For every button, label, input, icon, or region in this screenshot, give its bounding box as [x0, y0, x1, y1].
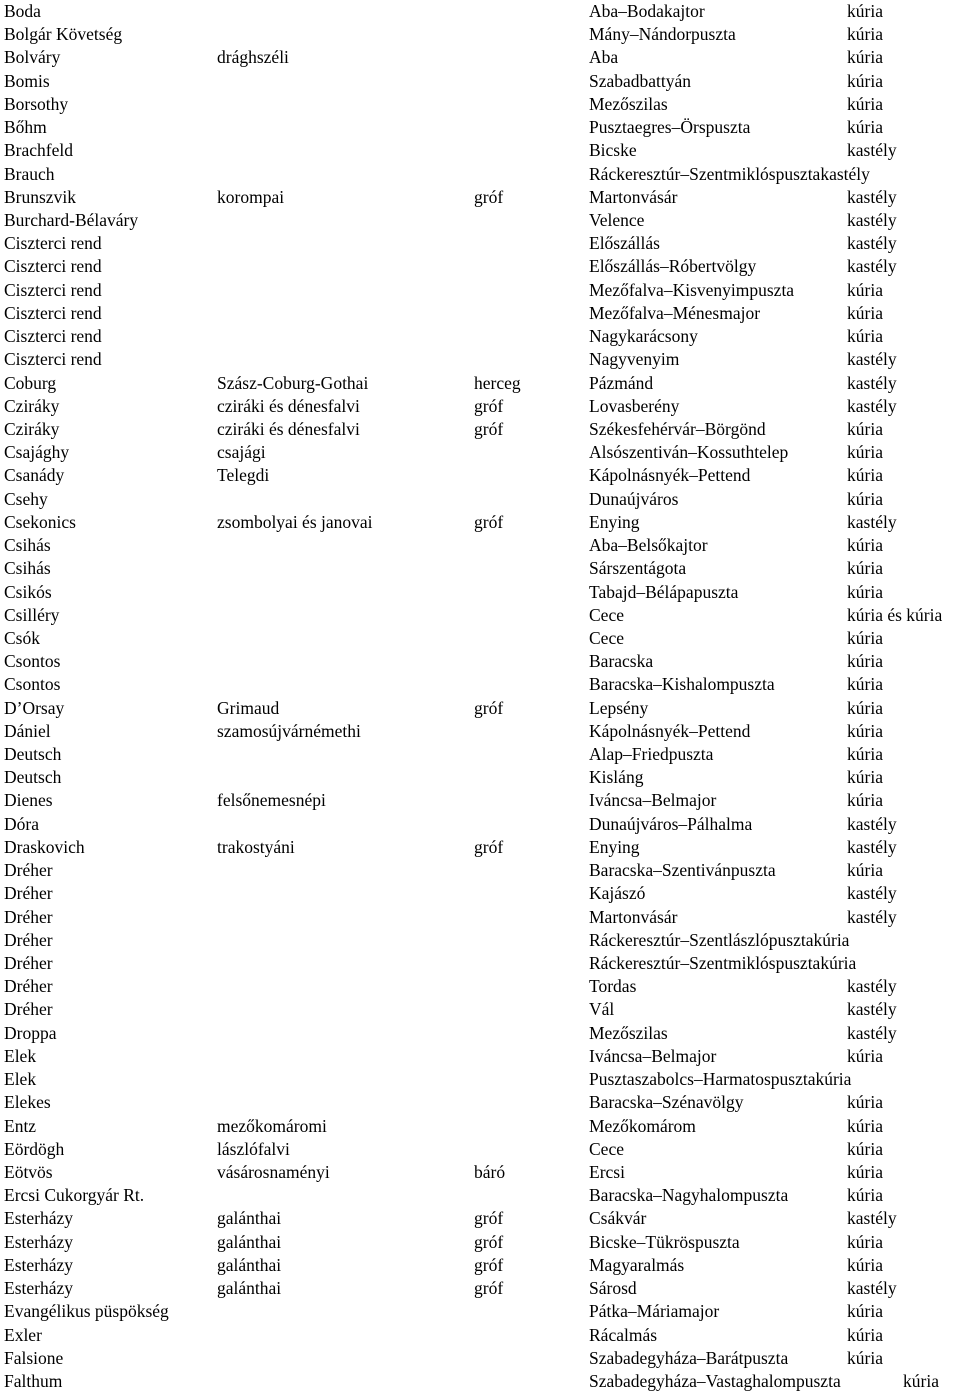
noble-title-cell: gróf — [474, 418, 504, 439]
place-cell: Kajászó — [589, 883, 646, 904]
table-row — [0, 139, 960, 162]
noble-title-cell: gróf — [474, 395, 504, 416]
noble-title-cell: gróf — [474, 511, 504, 532]
place-cell: Tordas — [589, 976, 637, 997]
place-cell: Kisláng — [589, 767, 644, 788]
building-type-cell: kastély — [847, 256, 897, 277]
place-cell: Bicske — [589, 140, 637, 161]
place-cell: Mezőfalva–Kisvenyimpuszta — [589, 279, 795, 300]
building-type-cell: kúria — [847, 418, 883, 439]
table-row — [0, 209, 960, 232]
family-name-cell: Dréher — [4, 976, 53, 997]
table-row — [0, 1370, 960, 1393]
building-type-cell: kúria — [847, 1092, 883, 1113]
building-type-cell: kúria — [847, 1, 883, 21]
building-type-cell: kúria — [847, 674, 883, 695]
place-cell: Pusztaszabolcs–Harmatospusztakúria — [589, 1069, 852, 1090]
place-cell: Martonvásár — [589, 186, 678, 207]
family-name-cell: Csajághy — [4, 442, 70, 463]
building-type-cell: kastély — [847, 836, 897, 857]
predicate-cell: vásárosnaményi — [217, 1162, 330, 1183]
place-cell: Ráckeresztúr–Szentmiklóspusztakúria — [589, 953, 857, 974]
building-type-cell: kastély — [847, 999, 897, 1020]
family-name-cell: Ciszterci rend — [4, 349, 102, 370]
family-name-cell: Borsothy — [4, 93, 69, 114]
building-type-cell: kastély — [847, 140, 897, 161]
family-name-cell: Droppa — [4, 1022, 57, 1043]
family-name-cell: Dóra — [4, 813, 39, 834]
place-cell: Dunaújváros–Pálhalma — [589, 813, 753, 834]
predicate-cell: felsőnemesnépi — [217, 790, 326, 811]
building-type-cell: kúria — [847, 70, 883, 91]
place-cell: Baracska–Nagyhalompuszta — [589, 1185, 789, 1206]
table-row — [0, 1277, 960, 1300]
table-row — [0, 743, 960, 766]
building-type-cell: kúria — [847, 697, 883, 718]
building-type-cell: kúria — [847, 24, 883, 45]
family-name-cell: Ciszterci rend — [4, 302, 102, 323]
table-row — [0, 418, 960, 441]
predicate-cell: csajági — [217, 442, 266, 463]
building-type-cell: kúria — [903, 1371, 939, 1391]
building-type-cell: kúria — [847, 1301, 883, 1322]
place-cell: Baracska — [589, 651, 654, 672]
place-cell: Előszállás–Róbertvölgy — [589, 256, 757, 277]
noble-title-cell: gróf — [474, 186, 504, 207]
building-type-cell: kastély — [847, 1022, 897, 1043]
table-row — [0, 975, 960, 998]
family-name-cell: Dréher — [4, 953, 53, 974]
family-name-cell: Bolgár Követség — [4, 24, 123, 45]
predicate-cell: zsombolyai és janovai — [217, 511, 373, 532]
table-row — [0, 1300, 960, 1323]
family-name-cell: Ciszterci rend — [4, 326, 102, 347]
table-row — [0, 1115, 960, 1138]
table-row — [0, 952, 960, 975]
table-row — [0, 23, 960, 46]
place-cell: Mezőszilas — [589, 1022, 668, 1043]
family-name-cell: Esterházy — [4, 1231, 73, 1252]
place-cell: Alsószentiván–Kossuthtelep — [589, 442, 789, 463]
family-name-cell: Brunszvik — [4, 186, 76, 207]
place-cell: Mány–Nándorpuszta — [589, 24, 736, 45]
table-row — [0, 232, 960, 255]
predicate-cell: lászlófalvi — [217, 1138, 290, 1159]
table-row — [0, 650, 960, 673]
family-name-cell: Esterházy — [4, 1278, 73, 1299]
family-name-cell: Ciszterci rend — [4, 279, 102, 300]
building-type-cell: kúria — [847, 1162, 883, 1183]
building-type-cell: kúria — [847, 279, 883, 300]
place-cell: Velence — [589, 209, 645, 230]
noble-title-cell: gróf — [474, 1231, 504, 1252]
table-row — [0, 1254, 960, 1277]
table-row — [0, 1138, 960, 1161]
table-row — [0, 511, 960, 534]
place-cell: Mezőkomárom — [589, 1115, 696, 1136]
table-row — [0, 1161, 960, 1184]
predicate-cell: szamosújvárnémethi — [217, 720, 361, 741]
place-cell: Enying — [589, 511, 640, 532]
place-cell: Kápolnásnyék–Pettend — [589, 720, 751, 741]
building-type-cell: kúria — [847, 581, 883, 602]
family-name-cell: Deutsch — [4, 744, 62, 765]
family-name-cell: Cziráky — [4, 418, 60, 439]
family-name-cell: Csehy — [4, 488, 48, 509]
family-name-cell: Deutsch — [4, 767, 62, 788]
predicate-cell: Grimaud — [217, 697, 280, 718]
family-name-cell: Dienes — [4, 790, 53, 811]
place-cell: Vál — [589, 999, 615, 1020]
family-name-cell: Csikós — [4, 581, 52, 602]
building-type-cell: kúria — [847, 1231, 883, 1252]
place-cell: Pusztaegres–Örspuszta — [589, 117, 751, 138]
table-row — [0, 557, 960, 580]
place-cell: Kápolnásnyék–Pettend — [589, 465, 751, 486]
place-cell: Sárosd — [589, 1278, 637, 1299]
place-cell: Sárszentágota — [589, 558, 687, 579]
building-type-cell: kúria — [847, 860, 883, 881]
building-type-cell: kúria — [847, 117, 883, 138]
family-name-cell: Falthum — [4, 1371, 63, 1391]
place-cell: Baracska–Kishalompuszta — [589, 674, 775, 695]
building-type-cell: kúria — [847, 744, 883, 765]
table-row — [0, 0, 960, 23]
family-name-cell: Elekes — [4, 1092, 51, 1113]
place-cell: Cece — [589, 604, 624, 625]
place-cell: Nagykarácsony — [589, 326, 698, 347]
family-name-cell: Burchard-Bélaváry — [4, 209, 139, 230]
predicate-cell: cziráki és dénesfalvi — [217, 395, 360, 416]
building-type-cell: kúria — [847, 302, 883, 323]
family-name-cell: Csilléry — [4, 604, 60, 625]
noble-title-cell: herceg — [474, 372, 521, 393]
noble-title-cell: gróf — [474, 1254, 504, 1275]
place-cell: Szabadegyháza–Vastaghalompuszta — [589, 1371, 841, 1391]
table-row — [0, 766, 960, 789]
table-row — [0, 998, 960, 1021]
family-name-cell: Elek — [4, 1045, 37, 1066]
building-type-cell: kúria — [847, 651, 883, 672]
family-name-cell: Coburg — [4, 372, 57, 393]
predicate-cell: galánthai — [217, 1208, 282, 1229]
family-name-cell: Csihás — [4, 535, 51, 556]
family-name-cell: Elek — [4, 1069, 37, 1090]
predicate-cell: cziráki és dénesfalvi — [217, 418, 360, 439]
place-cell: Ercsi — [589, 1162, 625, 1183]
family-name-cell: Cziráky — [4, 395, 60, 416]
predicate-cell: trakostyáni — [217, 836, 295, 857]
family-name-cell: Csontos — [4, 651, 61, 672]
predicate-cell: mezőkomáromi — [217, 1115, 327, 1136]
table-row — [0, 836, 960, 859]
family-name-cell: Bolváry — [4, 47, 61, 68]
place-cell: Aba–Bodakajtor — [589, 1, 705, 21]
place-cell: Rácalmás — [589, 1324, 658, 1345]
building-type-cell: kastély — [847, 511, 897, 532]
predicate-cell: galánthai — [217, 1231, 282, 1252]
building-type-cell: kúria — [847, 93, 883, 114]
noble-title-cell: gróf — [474, 836, 504, 857]
place-cell: Cece — [589, 627, 624, 648]
table-row — [0, 789, 960, 812]
table-row — [0, 116, 960, 139]
place-cell: Aba–Belsőkajtor — [589, 535, 708, 556]
building-type-cell: kastély — [847, 186, 897, 207]
table-row — [0, 46, 960, 69]
table-row — [0, 302, 960, 325]
table-row — [0, 720, 960, 743]
building-type-cell: kastély — [847, 883, 897, 904]
family-name-cell: Eördögh — [4, 1138, 65, 1159]
family-name-cell: Evangélikus püspökség — [4, 1301, 169, 1322]
place-cell: Lepsény — [589, 697, 649, 718]
building-type-cell: kastély — [847, 233, 897, 254]
family-name-cell: Eötvös — [4, 1162, 53, 1183]
place-cell: Enying — [589, 836, 640, 857]
building-type-cell: kúria — [847, 790, 883, 811]
place-cell: Iváncsa–Belmajor — [589, 1045, 717, 1066]
table-row — [0, 464, 960, 487]
family-name-cell: Brachfeld — [4, 140, 73, 161]
table-row — [0, 1231, 960, 1254]
building-type-cell: kastély — [847, 906, 897, 927]
family-name-cell: Csihás — [4, 558, 51, 579]
place-cell: Szabadbattyán — [589, 70, 692, 91]
table-row — [0, 673, 960, 696]
table-row — [0, 1022, 960, 1045]
table-row — [0, 859, 960, 882]
building-type-cell: kúria — [847, 488, 883, 509]
table-row — [0, 929, 960, 952]
building-type-cell: kúria — [847, 47, 883, 68]
table-row — [0, 627, 960, 650]
family-name-cell: Csontos — [4, 674, 61, 695]
place-cell: Mezőfalva–Ménesmajor — [589, 302, 761, 323]
place-cell: Nagyvenyim — [589, 349, 680, 370]
building-type-cell: kastély — [847, 372, 897, 393]
table-row — [0, 372, 960, 395]
place-cell: Pátka–Máriamajor — [589, 1301, 720, 1322]
table-row — [0, 1068, 960, 1091]
family-name-cell: Brauch — [4, 163, 55, 184]
place-cell: Magyaralmás — [589, 1254, 685, 1275]
table-row — [0, 186, 960, 209]
place-cell: Baracska–Szénavölgy — [589, 1092, 744, 1113]
building-type-cell: kastély — [847, 813, 897, 834]
place-cell: Ráckeresztúr–Szentlászlópusztakúria — [589, 929, 850, 950]
predicate-cell: drághszéli — [217, 47, 289, 68]
table-row — [0, 1207, 960, 1230]
family-name-cell: Falsione — [4, 1347, 64, 1368]
table-row — [0, 488, 960, 511]
family-name-cell: Entz — [4, 1115, 37, 1136]
building-type-cell: kúria — [847, 1045, 883, 1066]
place-cell: Baracska–Szentivánpuszta — [589, 860, 776, 881]
building-type-cell: kúria — [847, 720, 883, 741]
place-cell: Előszállás — [589, 233, 660, 254]
table-row — [0, 1324, 960, 1347]
place-cell: Szabadegyháza–Barátpuszta — [589, 1347, 789, 1368]
predicate-cell: Szász-Coburg-Gothai — [217, 372, 369, 393]
table-row — [0, 279, 960, 302]
table-row — [0, 581, 960, 604]
table-row — [0, 1045, 960, 1068]
building-type-cell: kúria — [847, 535, 883, 556]
family-name-cell: Csanády — [4, 465, 65, 486]
family-name-cell: Dréher — [4, 860, 53, 881]
predicate-cell: Telegdi — [217, 465, 270, 486]
family-name-cell: Draskovich — [4, 836, 85, 857]
family-name-cell: Ercsi Cukorgyár Rt. — [4, 1185, 145, 1206]
building-type-cell: kúria — [847, 767, 883, 788]
place-cell: Ráckeresztúr–Szentmiklóspusztakastély — [589, 163, 870, 184]
family-name-cell: Ciszterci rend — [4, 256, 102, 277]
family-name-cell: Ciszterci rend — [4, 233, 102, 254]
family-name-cell: Csekonics — [4, 511, 76, 532]
family-name-cell: Dréher — [4, 883, 53, 904]
family-name-cell: Bomis — [4, 70, 50, 91]
table-row — [0, 534, 960, 557]
family-name-cell: Dréher — [4, 929, 53, 950]
table-row — [0, 255, 960, 278]
family-name-cell: Bőhm — [4, 117, 47, 138]
noble-title-cell: báró — [474, 1162, 506, 1183]
predicate-cell: galánthai — [217, 1254, 282, 1275]
building-type-cell: kúria — [847, 1324, 883, 1345]
place-cell: Tabajd–Bélápapuszta — [589, 581, 739, 602]
building-type-cell: kastély — [847, 349, 897, 370]
family-name-cell: Dréher — [4, 999, 53, 1020]
building-type-cell: kúria — [847, 1138, 883, 1159]
noble-title-cell: gróf — [474, 1278, 504, 1299]
place-cell: Lovasberény — [589, 395, 680, 416]
place-cell: Dunaújváros — [589, 488, 679, 509]
building-type-cell: kúria — [847, 1115, 883, 1136]
table-row — [0, 1091, 960, 1114]
place-cell: Cece — [589, 1138, 624, 1159]
table-row — [0, 348, 960, 371]
building-type-cell: kúria — [847, 465, 883, 486]
table-row — [0, 441, 960, 464]
family-name-cell: Csók — [4, 627, 40, 648]
table-row — [0, 813, 960, 836]
building-type-cell: kúria — [847, 1347, 883, 1368]
family-name-cell: Esterházy — [4, 1208, 73, 1229]
table-row — [0, 1347, 960, 1370]
table-row — [0, 70, 960, 93]
building-type-cell: kúria — [847, 326, 883, 347]
place-cell: Bicske–Tükröspuszta — [589, 1231, 740, 1252]
table-row — [0, 906, 960, 929]
place-cell: Pázmánd — [589, 372, 654, 393]
building-type-cell: kúria — [847, 442, 883, 463]
building-type-cell: kastély — [847, 1278, 897, 1299]
building-type-cell: kastély — [847, 395, 897, 416]
family-name-cell: Dréher — [4, 906, 53, 927]
place-cell: Mezőszilas — [589, 93, 668, 114]
table-row — [0, 697, 960, 720]
predicate-cell: korompai — [217, 186, 285, 207]
building-type-cell: kastély — [847, 976, 897, 997]
table-row — [0, 93, 960, 116]
table-row — [0, 395, 960, 418]
building-type-cell: kúria — [847, 627, 883, 648]
family-name-cell: D’Orsay — [4, 697, 65, 718]
family-name-cell: Esterházy — [4, 1254, 73, 1275]
place-cell: Iváncsa–Belmajor — [589, 790, 717, 811]
place-cell: Székesfehérvár–Börgönd — [589, 418, 766, 439]
building-type-cell: kúria — [847, 1185, 883, 1206]
table-row — [0, 325, 960, 348]
family-name-cell: Exler — [4, 1324, 42, 1345]
building-type-cell: kastély — [847, 209, 897, 230]
table-row — [0, 1184, 960, 1207]
place-cell: Csákvár — [589, 1208, 647, 1229]
building-type-cell: kúria és kúria — [847, 604, 943, 625]
building-type-cell: kúria — [847, 1254, 883, 1275]
building-type-cell: kastély — [847, 1208, 897, 1229]
building-type-cell: kúria — [847, 558, 883, 579]
table-row — [0, 604, 960, 627]
table-row — [0, 163, 960, 186]
place-cell: Aba — [589, 47, 619, 68]
noble-title-cell: gróf — [474, 697, 504, 718]
place-cell: Alap–Friedpuszta — [589, 744, 714, 765]
place-cell: Martonvásár — [589, 906, 678, 927]
predicate-cell: galánthai — [217, 1278, 282, 1299]
family-name-cell: Dániel — [4, 720, 51, 741]
noble-title-cell: gróf — [474, 1208, 504, 1229]
table-row — [0, 882, 960, 905]
family-name-cell: Boda — [4, 1, 41, 21]
